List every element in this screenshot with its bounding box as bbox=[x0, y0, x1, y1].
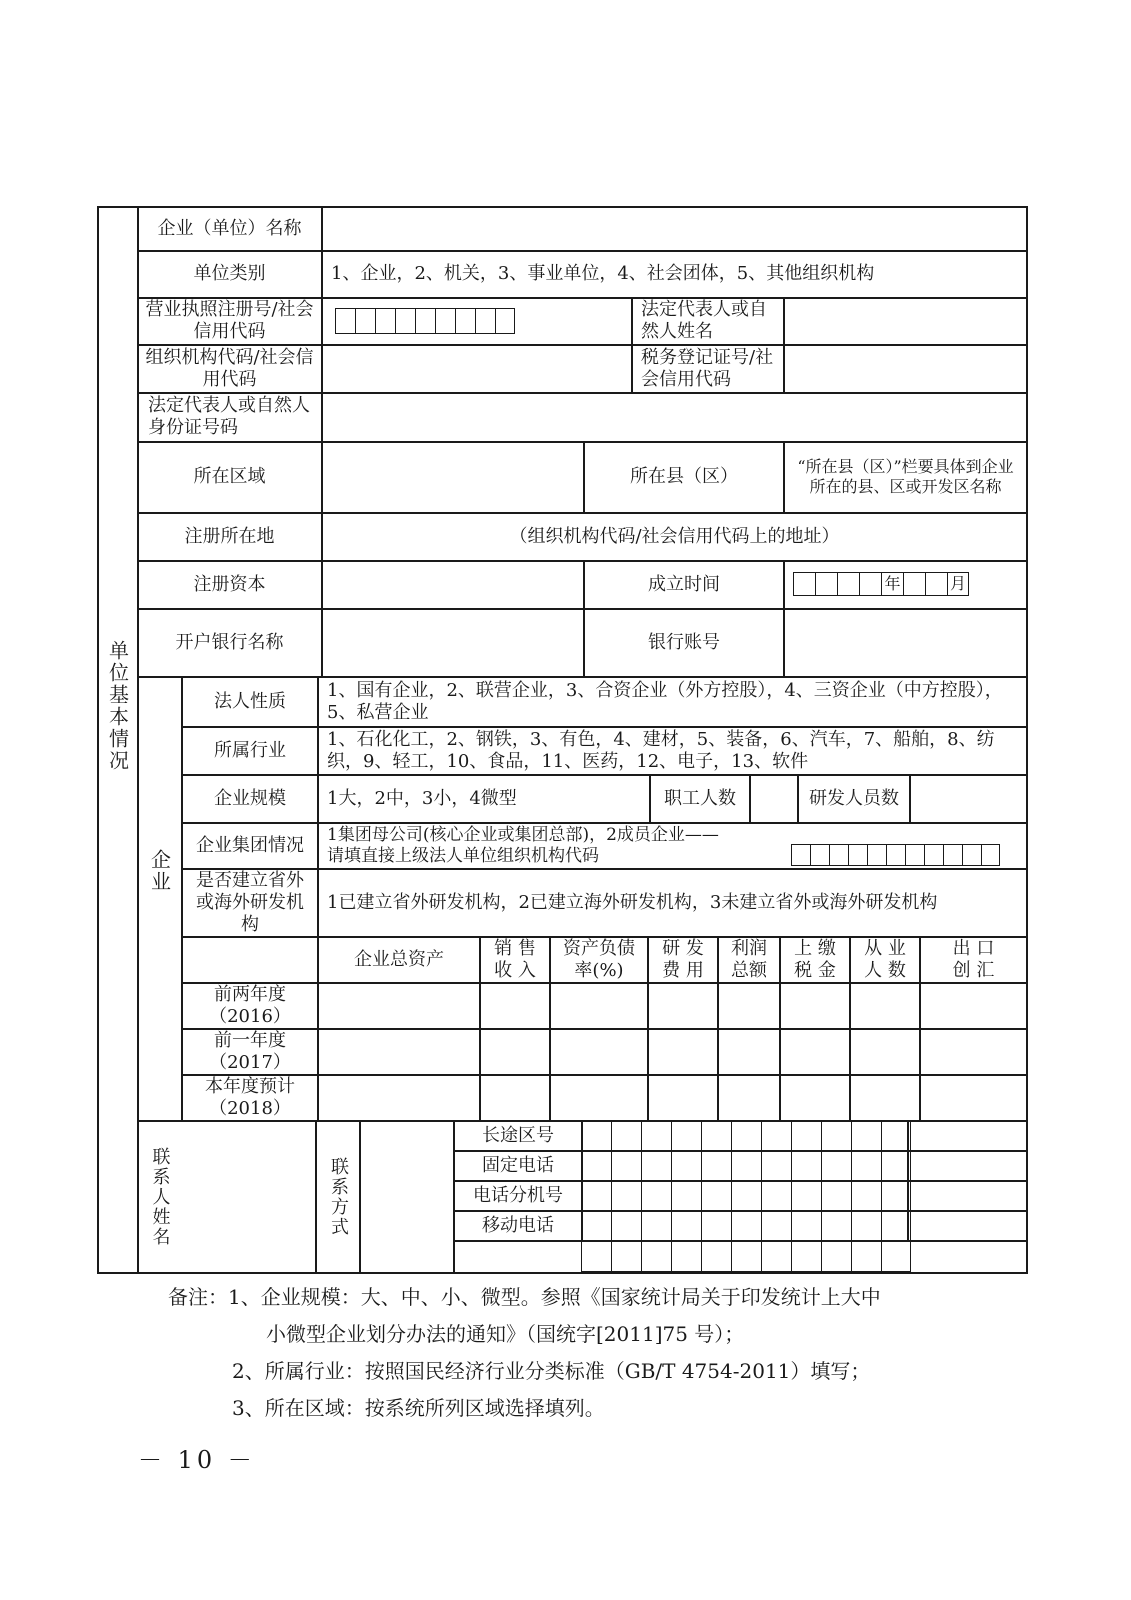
phone-fixed-label: 固定电话 bbox=[482, 1154, 554, 1176]
bank-field[interactable] bbox=[323, 609, 583, 676]
bank-label: 开户银行名称 bbox=[175, 631, 284, 653]
nature-options[interactable]: 1、国有企业，2、联营企业，3、合资企业（外方控股），4、三资企业（中方控股），5、私营企业 bbox=[327, 679, 1003, 723]
fin-header-debt-ratio: 资产负债率(%) bbox=[563, 937, 635, 981]
note-line-3: 3、所在区域：按系统所列区域选择填列。 bbox=[232, 1396, 605, 1420]
group-label: 企业集团情况 bbox=[196, 834, 304, 856]
fin-header-assets: 企业总资产 bbox=[354, 948, 444, 970]
fin-header-profit: 利润总额 bbox=[731, 937, 767, 981]
company-name-field[interactable] bbox=[323, 207, 1026, 250]
phone-digit-grid[interactable] bbox=[581, 1120, 911, 1272]
founded-date-boxes[interactable] bbox=[793, 572, 969, 596]
scale-label: 企业规模 bbox=[214, 787, 286, 809]
region-label: 所在区域 bbox=[193, 466, 266, 487]
industry-options[interactable]: 1、石化化工，2、钢铁，3、有色，4、建材，5、装备，6、汽车，7、船舶，8、纺织，9、轻工，10、食品，11、医药，12、电子，13、软件 bbox=[327, 728, 995, 772]
side-label: 单位基本情况 bbox=[105, 640, 130, 772]
rd-staff-label: 研发人员数 bbox=[809, 787, 899, 809]
id-field[interactable] bbox=[323, 393, 1026, 441]
license-label: 营业执照注册号/社会信用代码 bbox=[145, 299, 314, 342]
fin-header-sales: 销 售 收 入 bbox=[494, 937, 536, 981]
industry-label: 所属行业 bbox=[214, 739, 286, 761]
unit-type-label: 单位类别 bbox=[193, 263, 266, 284]
enterprise-info-form bbox=[97, 206, 1028, 1274]
reg-addr-label: 注册所在地 bbox=[184, 525, 275, 547]
legal-rep-label: 法定代表人或自然人姓名 bbox=[641, 299, 767, 342]
scale-options[interactable]: 1大，2中，3小，4微型 bbox=[327, 787, 517, 809]
id-label: 法定代表人或自然人身份证号码 bbox=[148, 395, 310, 438]
year-row-2018: 本年度预计 （2018） bbox=[205, 1075, 295, 1119]
frame-right bbox=[1026, 206, 1028, 1274]
rd-abroad-options[interactable]: 1已建立省外研发机构，2已建立海外研发机构，3未建立省外或海外研发机构 bbox=[327, 891, 938, 913]
contact-name-label: 联系人姓名 bbox=[149, 1146, 171, 1247]
phone-area-label: 长途区号 bbox=[482, 1124, 554, 1146]
reg-capital-field[interactable] bbox=[323, 561, 583, 608]
rd-abroad-label: 是否建立省外或海外研发机构 bbox=[196, 869, 304, 935]
staff-field[interactable] bbox=[751, 775, 797, 822]
rd-staff-field[interactable] bbox=[911, 775, 1026, 822]
legal-rep-field[interactable] bbox=[785, 298, 1026, 344]
contact-method-field[interactable] bbox=[361, 1121, 453, 1272]
group-options-2: 请填直接上级法人单位组织机构代码 bbox=[327, 846, 599, 866]
reg-addr-hint[interactable]: （组织机构代码/社会信用代码上的地址） bbox=[509, 525, 840, 547]
frame-bottom bbox=[97, 1272, 1028, 1274]
org-code-label: 组织机构代码/社会信用代码 bbox=[145, 346, 314, 390]
license-code-boxes[interactable] bbox=[335, 308, 515, 334]
account-label: 银行账号 bbox=[648, 631, 720, 653]
group-options-1: 1集团母公司(核心企业或集团总部)，2成员企业—— bbox=[327, 825, 719, 845]
note-line-2: 2、所属行业：按照国民经济行业分类标准（GB/T 4754-2011）填写； bbox=[232, 1359, 871, 1383]
staff-label: 职工人数 bbox=[664, 787, 736, 809]
year-row-2017: 前一年度 （2017） bbox=[209, 1029, 291, 1073]
tax-label: 税务登记证号/社会信用代码 bbox=[641, 346, 774, 390]
group-parent-code-boxes[interactable] bbox=[791, 844, 1000, 866]
county-hint: “所在县（区）”栏要具体到企业所在的县、区或开发区名称 bbox=[797, 457, 1014, 496]
year-row-2016: 前两年度 （2016） bbox=[209, 983, 291, 1027]
account-field[interactable] bbox=[785, 609, 1026, 676]
phone-mobile-label: 移动电话 bbox=[482, 1214, 554, 1236]
phone-ext-label: 电话分机号 bbox=[473, 1184, 563, 1206]
tax-field[interactable] bbox=[785, 345, 1026, 392]
fin-header-rd-cost: 研 发 费 用 bbox=[662, 937, 704, 981]
founded-label: 成立时间 bbox=[648, 573, 720, 595]
contact-name-field[interactable] bbox=[183, 1121, 315, 1272]
org-code-field[interactable] bbox=[323, 345, 631, 392]
region-field[interactable] bbox=[323, 442, 583, 512]
note-line-1b: 小微型企业划分办法的通知》（国统字[2011]75 号）； bbox=[266, 1322, 745, 1346]
year-char: 年 bbox=[881, 572, 903, 596]
county-label: 所在县（区） bbox=[630, 466, 738, 487]
fin-header-export: 出 口 创 汇 bbox=[952, 937, 995, 981]
contact-method-label: 联系方式 bbox=[328, 1156, 349, 1237]
month-char: 月 bbox=[947, 572, 969, 596]
fin-header-employees: 从 业 人 数 bbox=[864, 937, 906, 981]
fin-header-tax: 上 缴 税 金 bbox=[794, 937, 836, 981]
reg-capital-label: 注册资本 bbox=[193, 573, 266, 595]
note-line-1: 备注：1、企业规模：大、中、小、微型。参照《国家统计局关于印发统计上大中 bbox=[168, 1285, 881, 1309]
page-number: － 10 － bbox=[138, 1446, 256, 1474]
nature-label: 法人性质 bbox=[214, 690, 286, 712]
company-name-label: 企业（单位）名称 bbox=[157, 217, 302, 239]
enterprise-label: 企业 bbox=[147, 849, 172, 893]
unit-type-options[interactable]: 1、企业，2、机关，3、事业单位，4、社会团体，5、其他组织机构 bbox=[331, 263, 875, 284]
